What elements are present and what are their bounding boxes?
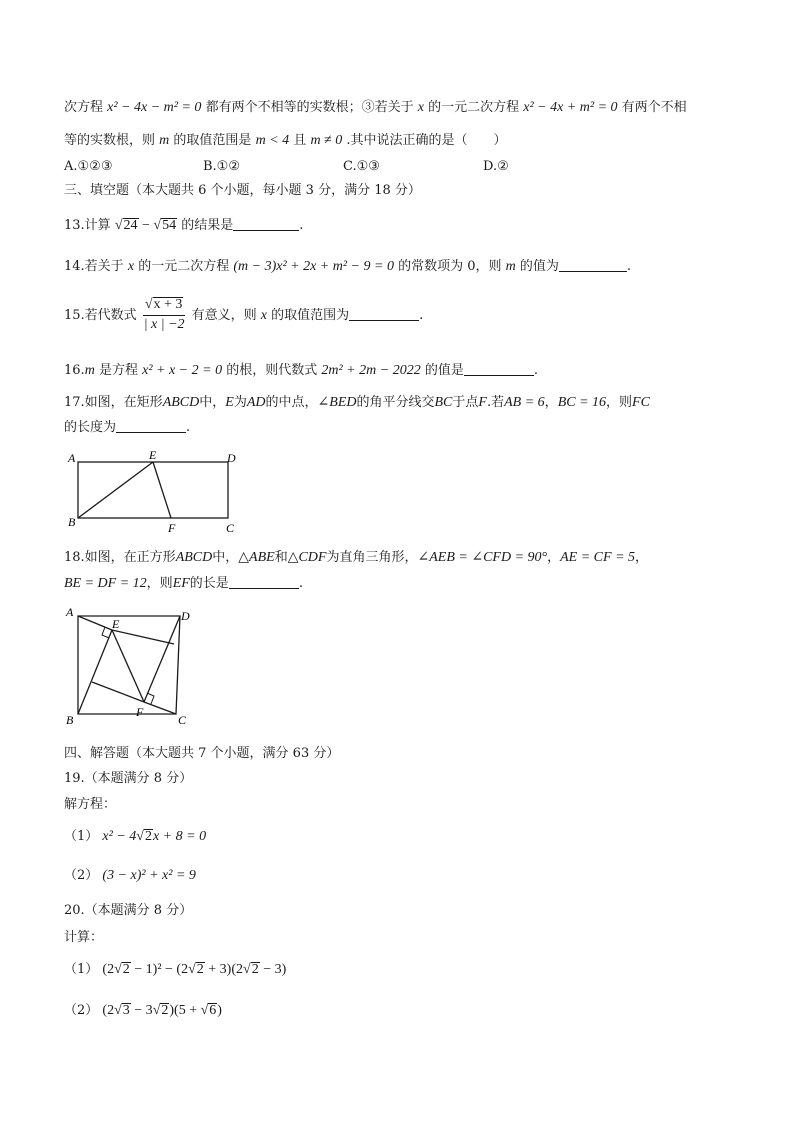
answer-blank[interactable] (349, 320, 419, 321)
q17-segment: AD (246, 395, 266, 410)
answer-blank[interactable] (229, 588, 299, 589)
q20-expr: (2 (102, 1003, 115, 1018)
q17-segment: BC (434, 395, 453, 410)
q12-equation-2: x² − 4x + m² = 0 (523, 100, 618, 115)
q17-end: . (186, 420, 191, 435)
q17-text: ，则 (606, 395, 633, 410)
q12-text: 次方程 (64, 100, 104, 115)
label-a: A (66, 605, 74, 619)
q17-given: BC = 16 (557, 395, 607, 410)
q20-expr: (2 (102, 962, 115, 977)
choice-c[interactable]: C.①③ (343, 159, 380, 174)
answer-blank[interactable] (559, 271, 627, 272)
label-a: A (68, 451, 76, 465)
q13-text: 的结果是 (181, 218, 234, 233)
q14-text: 的一元二次方程 (138, 259, 230, 274)
q13-radicand-1: 24 (123, 218, 138, 233)
q17-angle: ∠BED (317, 395, 357, 410)
q17-line2 (64, 420, 190, 436)
q20-expr: − 1)² − (2 (130, 962, 189, 977)
q20-expr: − 3 (130, 1003, 153, 1018)
q20-radicand: 2 (251, 962, 259, 977)
q17-text: 为 (233, 395, 247, 410)
part-label: （2） (64, 1003, 99, 1018)
q16-text: 16. (64, 363, 85, 378)
q17-point: F (478, 395, 487, 410)
q18-text: 的长是 (189, 576, 229, 591)
q18-triangle: △ABE (238, 550, 275, 565)
q12-text: 有两个不相 (621, 100, 687, 115)
segment-fc (144, 702, 176, 714)
q15 (64, 297, 423, 334)
q18-text: 和 (274, 550, 288, 565)
square-abcd (78, 616, 180, 714)
q13-end: . (299, 218, 304, 233)
q13: 13.计算 √24 − √54 的结果是 . (64, 218, 304, 233)
q14-text: 14.若关于 (64, 259, 124, 274)
label-d: D (227, 451, 236, 465)
answer-blank[interactable] (464, 375, 534, 376)
q12-text: 的取值范围是 (173, 133, 252, 148)
rectangle-abcd (78, 462, 228, 518)
q19-expr: (3 − x)² + x² = 9 (102, 868, 196, 883)
q12-condition: m < 4 (255, 133, 290, 148)
q12-variable: x (417, 100, 424, 115)
q17-text: 17.如图，在矩形 (64, 395, 163, 410)
q17-rectangle-figure (64, 448, 254, 536)
q12-line1 (64, 100, 687, 117)
part-label: （1） (64, 829, 99, 844)
q18-text: 为直角三角形， (326, 550, 418, 565)
q16-text: 是方程 (98, 363, 138, 378)
q17-given: AB = 6 (504, 395, 545, 410)
q16-end: . (533, 363, 538, 378)
q18-text: 中， (212, 550, 239, 565)
q12-variable: m (159, 133, 170, 148)
q15-fraction: $\frac{√x + 3}{| x | -2}$ (143, 297, 185, 332)
q16-text: 的值是 (424, 363, 464, 378)
q19-title: 19.（本题满分 8 分） (64, 771, 193, 786)
q14-variable: m (505, 259, 516, 274)
q12-line2 (64, 133, 507, 150)
q17-text: 的角平分线交 (356, 395, 435, 410)
q16-variable: m (84, 363, 95, 378)
q17-line1 (64, 395, 650, 412)
q18-triangle: △CDF (287, 550, 327, 565)
q13-text: 13.计算 (64, 218, 111, 233)
q20-radicand: 3 (122, 1003, 130, 1018)
q18-text: ， (635, 550, 649, 565)
q20-instruction: 计算： (64, 930, 104, 945)
choice-b[interactable]: B.①② (203, 159, 240, 174)
q14-variable: x (127, 259, 135, 274)
label-b: B (66, 713, 74, 727)
label-e: E (112, 617, 120, 631)
q15-numerator: x + 3 (153, 297, 183, 312)
q16-text: 的根，则代数式 (226, 363, 318, 378)
q20-radicand: 2 (196, 962, 204, 977)
q14-equation: (m − 3)x² + 2x + m² − 9 = 0 (233, 259, 394, 274)
part-label: （2） (64, 868, 99, 883)
q18-line1 (64, 550, 648, 567)
q19-instruction: 解方程： (64, 797, 117, 812)
q19-part2 (64, 868, 196, 885)
answer-blank[interactable] (116, 432, 186, 433)
q18-text: 18.如图，在正方形 (64, 550, 176, 565)
q18-segment: EF (172, 576, 190, 591)
q18-given: AE = CF = 5 (560, 550, 636, 565)
choice-d[interactable]: D.② (483, 159, 509, 174)
label-b: B (68, 515, 76, 529)
q12-question: .其中说法正确的是（ ） (346, 133, 507, 148)
label-f: F (168, 521, 176, 535)
q15-text: 15.若代数式 (64, 307, 137, 323)
q16-expression: 2m² + 2m − 2022 (321, 363, 421, 378)
q20-part2: （2） (2√3 − 3√2)(5 + √6) (64, 1003, 222, 1018)
q18-angles: ∠AEB = ∠CFD = 90° (417, 550, 548, 565)
q16-equation: x² + x − 2 = 0 (142, 363, 223, 378)
q18-shape: ABCD (175, 550, 213, 565)
right-angle-marker (147, 693, 154, 704)
q18-square-figure (62, 604, 202, 728)
q15-variable: x (260, 307, 267, 323)
q19-part1: （1） x² − 4√2x + 8 = 0 (64, 829, 207, 844)
extension-line (112, 630, 174, 644)
q18-text: ，则 (146, 576, 173, 591)
q12-text: 等的实数根，则 (64, 133, 156, 148)
q18-end: . (298, 576, 303, 591)
label-c: C (226, 521, 235, 535)
q12-text: 都有两个不相等的实数根；③若关于 (205, 100, 414, 115)
q17-text: ， (544, 395, 558, 410)
choice-a[interactable]: A.①②③ (64, 159, 113, 174)
q20-title: 20.（本题满分 8 分） (64, 903, 193, 918)
q19-expr: x² − 4 (102, 829, 137, 844)
q17-text: 的中点， (265, 395, 318, 410)
label-d: D (181, 609, 190, 623)
q20-part1: （1） (2√2 − 1)² − (2√2 + 3)(2√2 − 3) (64, 962, 287, 977)
q17-segment: FC (632, 395, 650, 410)
q14-text: 的常数项为 0，则 (398, 259, 502, 274)
q17-text: 于点 (452, 395, 479, 410)
segment-ae (78, 616, 112, 630)
q17-point: E (225, 395, 234, 410)
q20-expr: − 3) (259, 962, 287, 977)
q20-expr: )(5 + (169, 1003, 201, 1018)
q19-radicand: 2 (144, 829, 152, 844)
section4-heading: 四、解答题（本大题共 7 个小题，满分 63 分） (64, 746, 340, 761)
q19-expr: x + 8 = 0 (152, 829, 207, 844)
q13-operator: − (138, 218, 154, 233)
q14-end: . (626, 259, 632, 274)
q14 (64, 259, 631, 276)
label-e: E (149, 448, 157, 462)
section3-heading: 三、填空题（本大题共 6 个小题，每小题 3 分，满分 18 分） (64, 183, 421, 198)
q15-end: . (419, 307, 424, 323)
q20-expr: ) (217, 1003, 222, 1018)
q15-text: 有意义，则 (191, 307, 257, 323)
segment-df (144, 616, 180, 702)
answer-blank[interactable] (233, 230, 299, 231)
q12-text: 且 (293, 133, 307, 148)
q18-line2 (64, 576, 303, 593)
q20-radicand: 2 (161, 1003, 169, 1018)
q18-given: BE = DF = 12 (64, 576, 147, 591)
q20-radicand: 2 (122, 962, 130, 977)
part-label: （1） (64, 962, 99, 977)
q13-radicand-2: 54 (162, 218, 177, 233)
q17-text: 的长度为 (64, 420, 117, 435)
q20-expr: + 3)(2 (204, 962, 244, 977)
q17-shape: ABCD (162, 395, 200, 410)
q12-text: 的一元二次方程 (428, 100, 520, 115)
label-f: F (136, 705, 144, 719)
q12-equation-1: x² − 4x − m² = 0 (107, 100, 202, 115)
q14-text: 的值为 (519, 259, 559, 274)
segment-be (78, 630, 112, 714)
q20-radicand: 6 (209, 1003, 217, 1018)
q15-denominator: | x | −2 (143, 316, 185, 332)
q17-text: 中， (199, 395, 226, 410)
q18-text: ， (547, 550, 561, 565)
label-c: C (178, 713, 187, 727)
segment-be (78, 462, 153, 518)
q16 (64, 363, 538, 380)
q17-text: .若 (486, 395, 505, 410)
q15-text: 的取值范围为 (271, 307, 350, 323)
segment-ef (153, 462, 171, 518)
q12-condition: m ≠ 0 (310, 133, 343, 148)
